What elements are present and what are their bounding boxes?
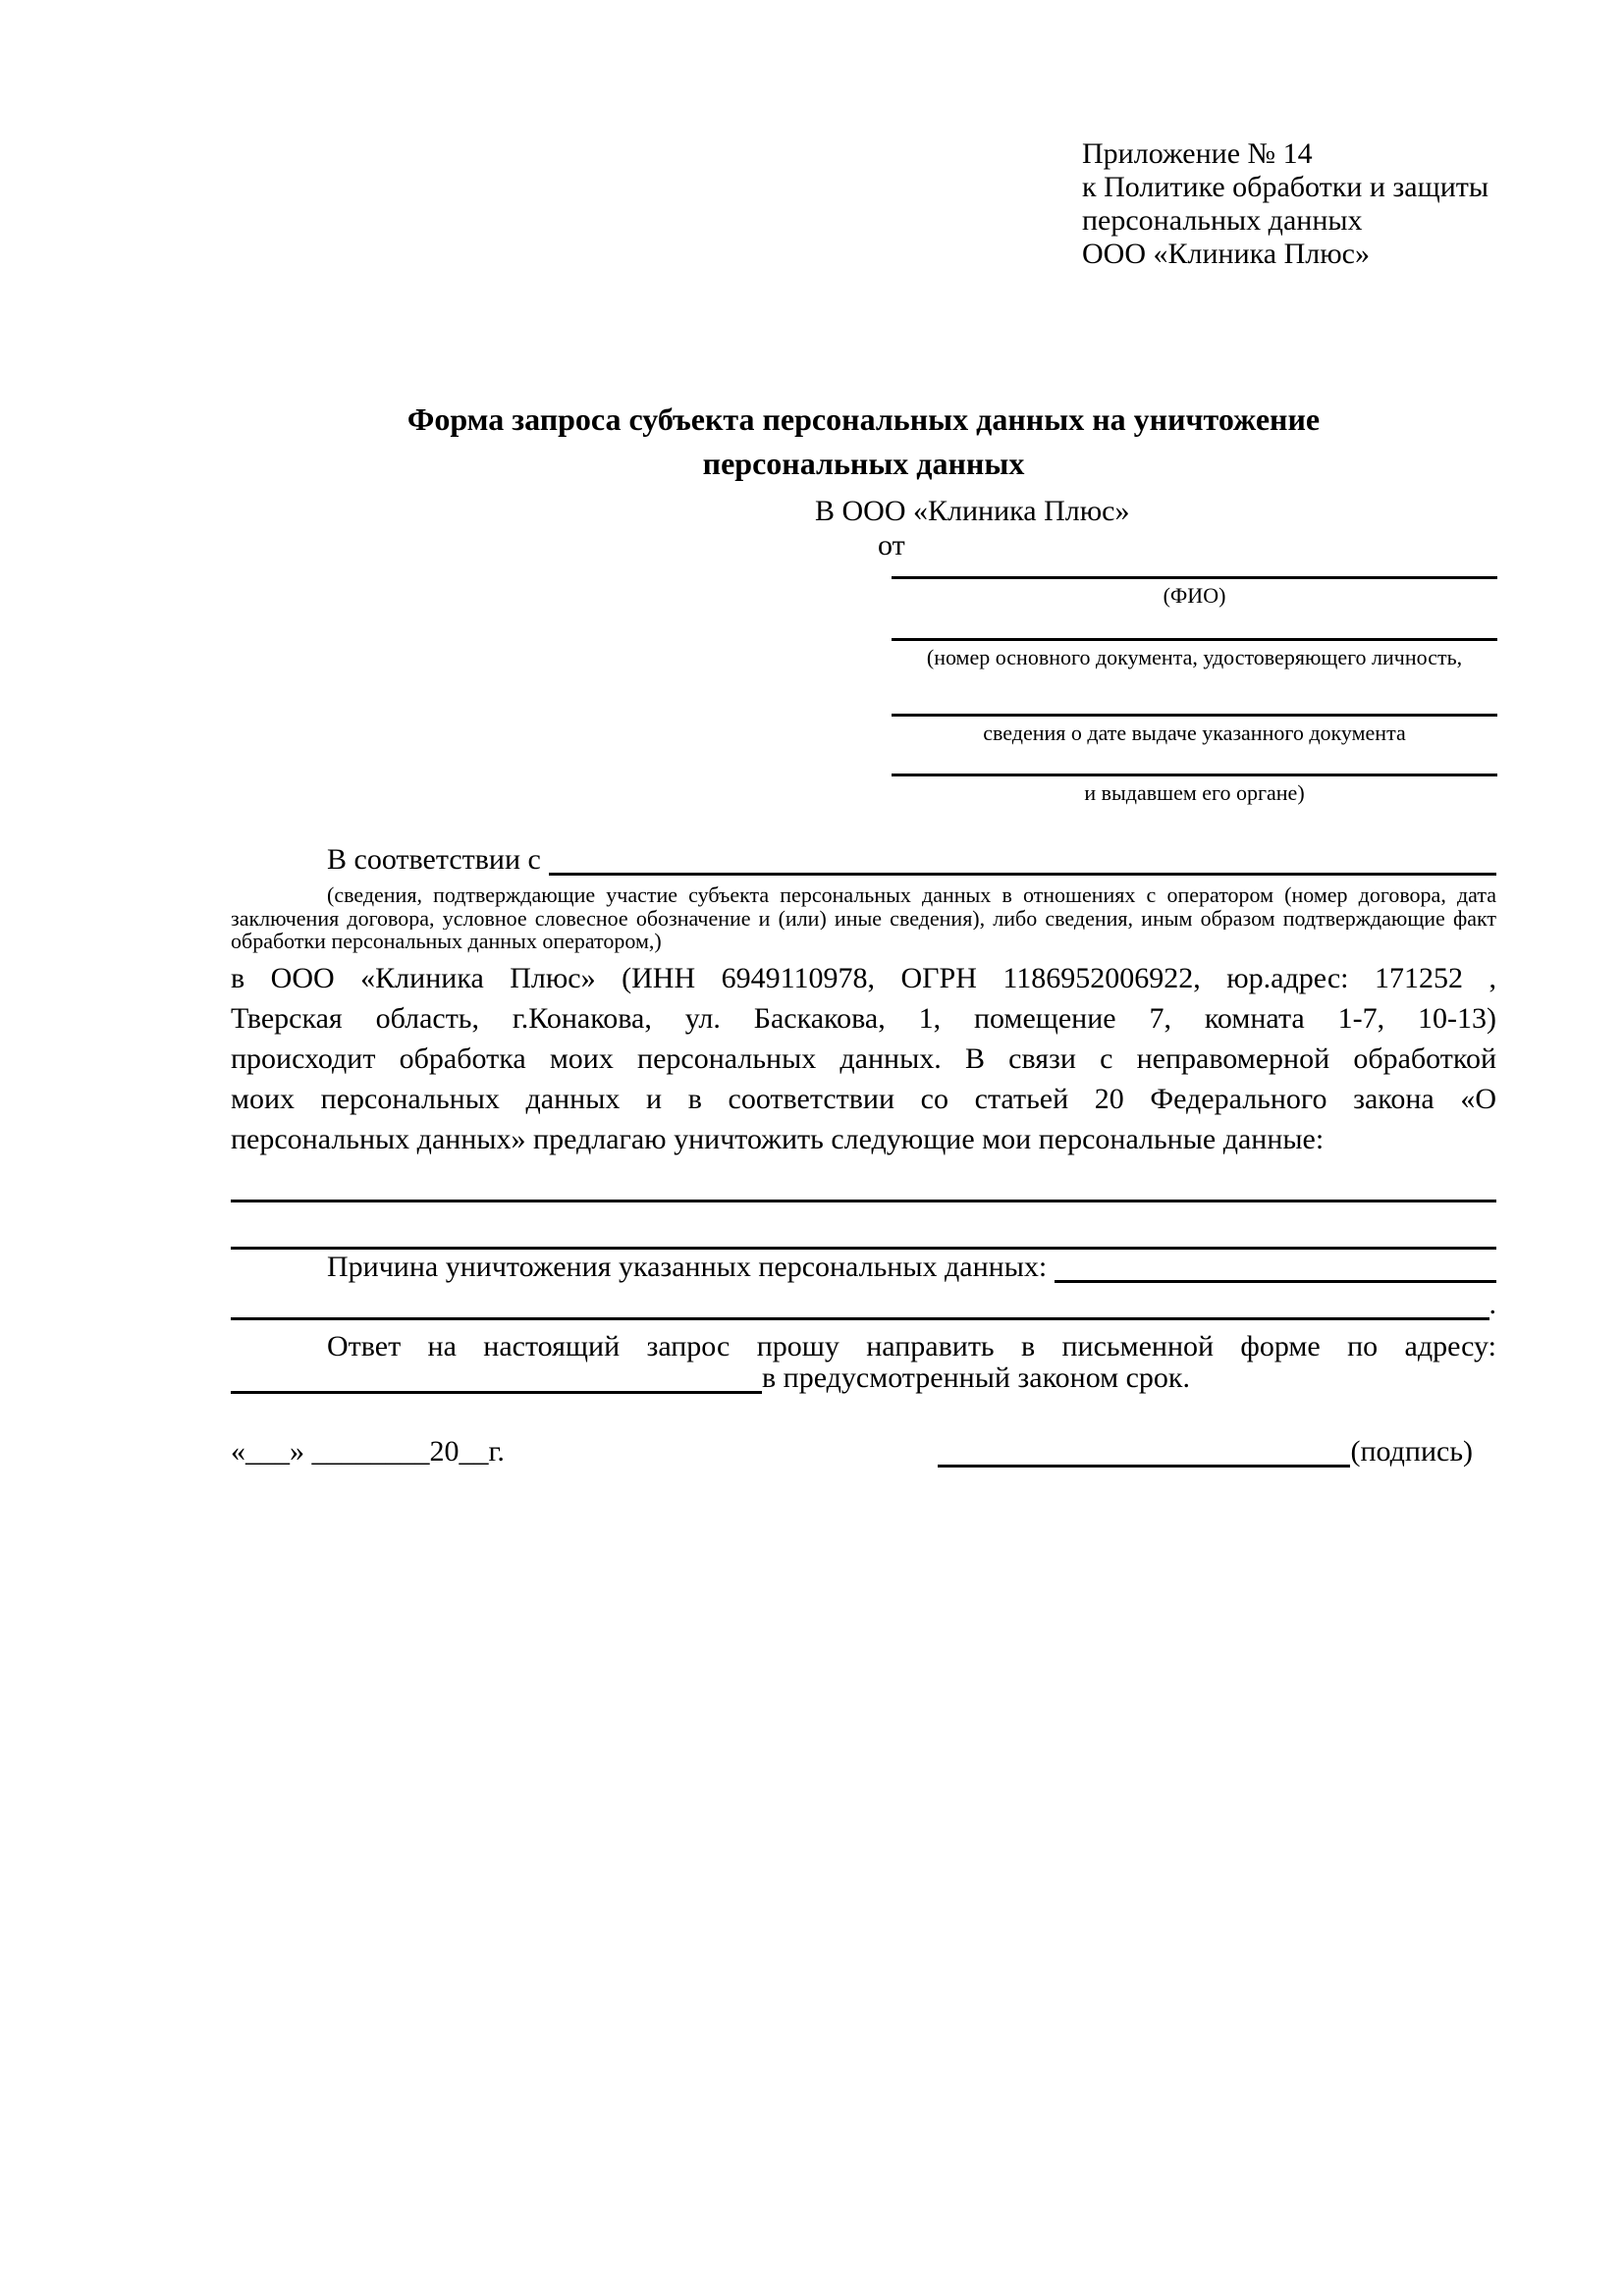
date-line[interactable]: «___» ________20__г. bbox=[231, 1435, 505, 1468]
response-line-2-text: в предусмотренный законом срок. bbox=[762, 1362, 1190, 1394]
fine-print-note bbox=[231, 883, 1496, 953]
addressee-fields bbox=[892, 576, 1497, 806]
body-line-4: моих персональных данных и в соответствии со статьей 20 Федерального закона «О bbox=[231, 1083, 1496, 1115]
appendix-reference bbox=[1082, 137, 1489, 271]
title-line-1: Форма запроса субъекта персональных данных на уничтожение bbox=[406, 401, 1321, 437]
fio-field-label: (ФИО) bbox=[1163, 583, 1226, 608]
accordance-lead: В соответствии с bbox=[327, 843, 541, 876]
issuing-authority-field-label: и выдавшем его органе) bbox=[1084, 780, 1305, 805]
addressee-from-label: от bbox=[878, 529, 905, 561]
document-title bbox=[231, 398, 1496, 486]
appendix-line: к Политике обработки и защиты bbox=[1082, 171, 1489, 203]
reason-blank-line[interactable] bbox=[1055, 1250, 1496, 1283]
body-line-5: персональных данных» предлагаю уничтожить следующие мои персональные данные: bbox=[231, 1123, 1325, 1155]
addressee-organization: В ООО «Клиника Плюс» bbox=[815, 495, 1130, 527]
response-line-1: Ответ на настоящий запрос прошу направить в письменной форме по адресу: bbox=[327, 1330, 1496, 1362]
fine-print-line-1: (сведения, подтверждающие участие субъекта персональных данных в отношениях с оператором (номер договора, дата bbox=[327, 883, 1496, 907]
accordance-row bbox=[231, 842, 1496, 878]
reason-lead: Причина уничтожения указанных персональных данных: bbox=[327, 1251, 1048, 1283]
body-line-3: происходит обработка моих персональных данных. В связи с неправомерной обработкой bbox=[231, 1042, 1496, 1075]
reason-row bbox=[231, 1250, 1496, 1285]
issue-date-field-label: сведения о дате выдаче указанного документа bbox=[983, 721, 1406, 745]
address-blank-line[interactable] bbox=[231, 1363, 762, 1394]
fine-print-line-3: обработки персональных данных оператором,) bbox=[231, 929, 662, 953]
accordance-blank-line[interactable] bbox=[549, 842, 1496, 876]
data-blank-line-1[interactable] bbox=[231, 1200, 1496, 1202]
body-line-2: Тверская область, г.Конакова, ул. Баскакова, 1, помещение 7, комната 1-7, 10-13) bbox=[231, 1002, 1496, 1035]
signature-label: (подпись) bbox=[1350, 1435, 1473, 1468]
reason-continuation-row bbox=[231, 1287, 1496, 1322]
document-number-field-label: (номер основного документа, удостоверяющего личность, bbox=[926, 645, 1463, 669]
appendix-line: ООО «Клиника Плюс» bbox=[1082, 238, 1370, 270]
reason-period: . bbox=[1489, 1288, 1496, 1320]
title-line-2: персональных данных bbox=[702, 446, 1025, 481]
signature-blank-line[interactable] bbox=[938, 1434, 1350, 1468]
body-line-1: в ООО «Клиника Плюс» (ИНН 6949110978, ОГРН 1186952006922, юр.адрес: 171252 , bbox=[231, 962, 1496, 994]
reason-blank-line-2[interactable] bbox=[231, 1287, 1489, 1320]
appendix-line: персональных данных bbox=[1082, 204, 1363, 237]
date-signature-row bbox=[231, 1434, 1496, 1469]
response-line-2 bbox=[231, 1361, 1496, 1396]
date-signature-spacer bbox=[505, 1434, 939, 1469]
body-paragraph bbox=[231, 958, 1496, 1159]
fine-print-line-2: заключения договора, условное словесное обозначение и (или) иные сведения), либо сведения, иным образом подтверждающие факт bbox=[231, 906, 1496, 930]
appendix-line: Приложение № 14 bbox=[1082, 137, 1313, 170]
